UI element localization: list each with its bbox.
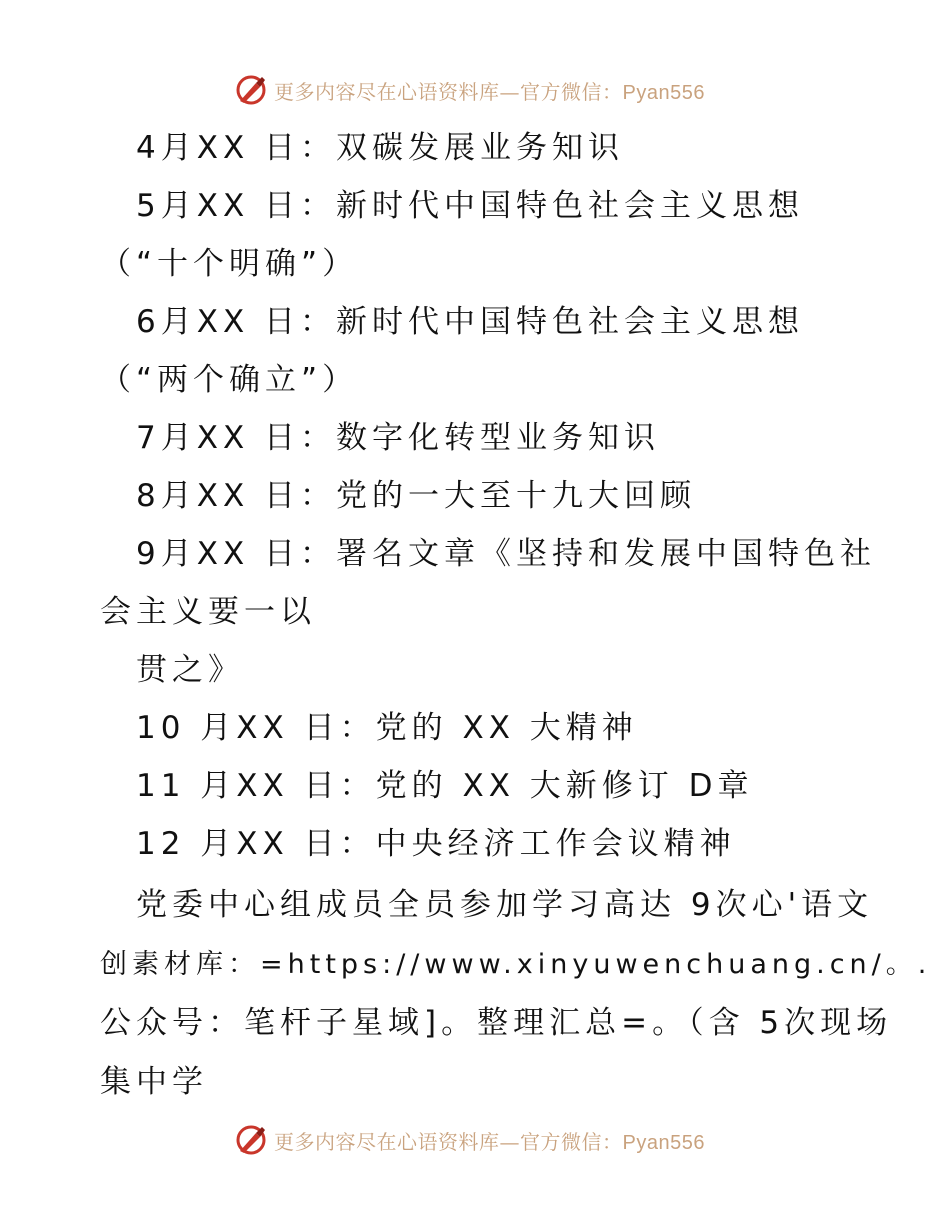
text-line: 10 月XX 日：党的 XX 大精神 [136, 710, 638, 746]
watermark-wechat-id: Pyan556 [622, 81, 705, 104]
watermark-wechat-id: Pyan556 [622, 1131, 705, 1154]
text-line: 集中学 [100, 1064, 208, 1100]
watermark-text: 更多内容尽在心语资料库—官方微信：Pyan556 [274, 79, 705, 104]
text-line: （“两个确立”） [100, 362, 359, 398]
text-line: 贯之》 [136, 652, 244, 688]
text-line: 9月XX 日：署名文章《坚持和发展中国特色社 [136, 536, 877, 572]
text-line: 8月XX 日：党的一大至十九大回顾 [136, 478, 697, 514]
footer-watermark [234, 1122, 705, 1158]
text-line: 5月XX 日：新时代中国特色社会主义思想 [136, 188, 805, 224]
text-line: 党委中心组成员全员参加学习高达 9次心'语文 [136, 887, 874, 923]
text-line: （“十个明确”） [100, 246, 359, 282]
pen-logo-icon [234, 1123, 268, 1157]
text-line: 11 月XX 日：党的 XX 大新修订 D章 [136, 768, 754, 804]
text-line: 6月XX 日：新时代中国特色社会主义思想 [136, 304, 805, 340]
watermark-text: 更多内容尽在心语资料库—官方微信：Pyan556 [274, 1129, 705, 1154]
text-line: 4月XX 日：双碳发展业务知识 [136, 130, 625, 166]
text-line: 7月XX 日：数字化转型业务知识 [136, 420, 661, 456]
text-line: 会主义要一以 [100, 594, 316, 630]
text-line: 公众号：笔杆子星域]。整理汇总=。（含 5次现场 [100, 1005, 893, 1041]
text-line: 创素材库：=https://www.xinyuwenchuang.cn/。. [100, 949, 932, 980]
text-line: 12 月XX 日：中央经济工作会议精神 [136, 826, 736, 862]
